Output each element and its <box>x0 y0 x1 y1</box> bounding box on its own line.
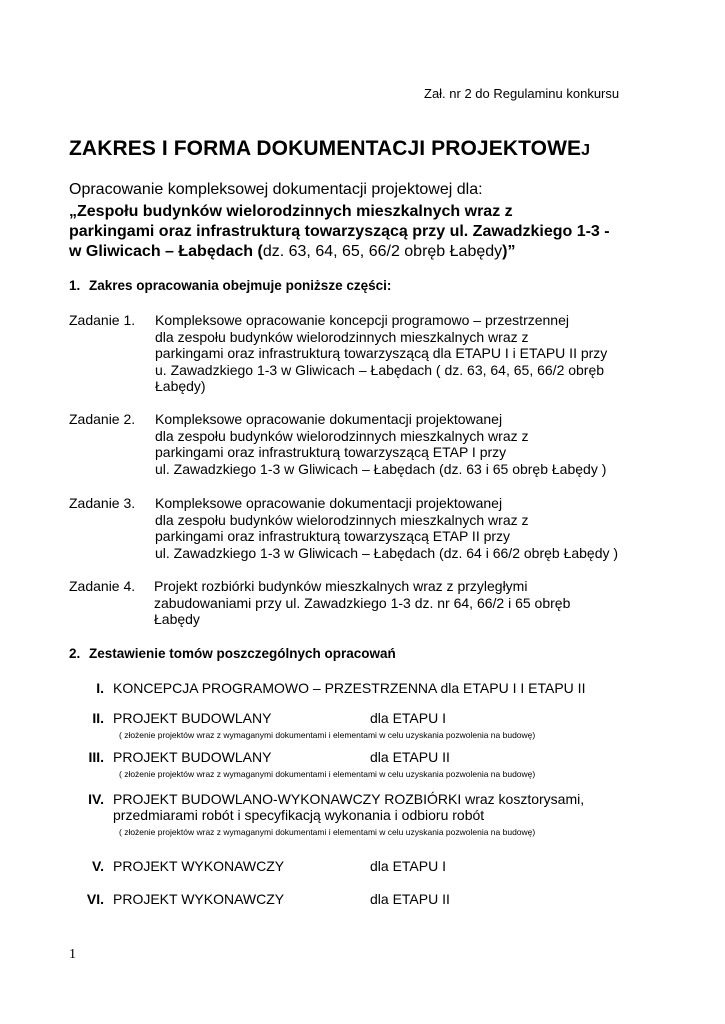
volume-number: VI. <box>86 891 104 907</box>
volume-title: KONCEPCJA PROGRAMOWO – PRZESTRZENNA dla ETAPU I I ETAPU II <box>113 680 586 696</box>
task-line: Projekt rozbiórki budynków mieszkalnych wraz z przyległymi <box>154 578 528 594</box>
volume-4 <box>69 791 689 841</box>
task-label: Zadanie 1. <box>69 312 136 328</box>
attachment-note: Zał. nr 2 do Regulaminu konkursu <box>424 86 620 101</box>
volume-note: ( złożenie projektów wraz z wymaganymi dokumentami i elementami w celu uzyskania pozwolenia na budowę) <box>119 730 536 740</box>
task-4 <box>69 578 570 628</box>
section-1-number: 1. <box>69 278 81 293</box>
volume-number: III. <box>88 749 104 765</box>
subject-line-1: „Zespołu budynków wielorodzinnych mieszkalnych wraz z <box>69 203 513 220</box>
section-1-heading <box>69 278 391 293</box>
section-2-heading <box>69 646 396 661</box>
task-line: parkingami oraz infrastrukturą towarzyszącą ETAP I przy <box>155 444 507 460</box>
volume-note: ( złożenie projektów wraz z wymaganymi dokumentami i elementami w celu uzyskania pozwolenia na budowę) <box>119 827 536 837</box>
volume-2 <box>69 710 669 740</box>
task-line: Kompleksowe opracowanie dokumentacji projektowanej <box>155 411 503 427</box>
section-2-number: 2. <box>69 646 81 661</box>
title-main: ZAKRES I FORMA DOKUMENTACJI PROJEKTOWE <box>69 137 582 160</box>
volume-scope: dla ETAPU II <box>370 891 450 907</box>
volume-title-line-1: PROJEKT BUDOWLANO-WYKONAWCZY ROZBIÓRKI wraz kosztorysami, <box>113 791 585 807</box>
volume-title: PROJEKT BUDOWLANY <box>113 710 272 726</box>
volume-number: V. <box>92 858 104 874</box>
task-line: zabudowaniami przy ul. Zawadzkiego 1-3 dz. nr 64, 66/2 i 65 obręb <box>154 594 571 611</box>
intro-text: Opracowanie kompleksowej dokumentacji projektowej dla: <box>69 181 483 198</box>
task-label: Zadanie 2. <box>69 411 136 427</box>
volume-1 <box>69 680 669 700</box>
volume-number: II. <box>92 710 104 726</box>
subject-parcels: dz. 63, 64, 65, 66/2 obręb Łabędy <box>262 243 503 260</box>
task-line: ul. Zawadzkiego 1-3 w Gliwicach – Łabędach (dz. 63 i 65 obręb Łabędy ) <box>155 460 607 477</box>
volume-note: ( złożenie projektów wraz z wymaganymi dokumentami i elementami w celu uzyskania pozwolenia na budowę) <box>119 769 536 779</box>
task-line: Kompleksowe opracowanie koncepcji programowo – przestrzennej <box>155 312 569 328</box>
volume-6 <box>69 891 669 911</box>
task-line: Kompleksowe opracowanie dokumentacji projektowanej <box>155 495 503 511</box>
title-last-letter: J <box>581 142 591 159</box>
volume-title-line-2: przedmiarami robót i specyfikacją wykonania i odbioru robót <box>113 807 485 823</box>
subject-closing: )” <box>502 243 516 260</box>
volume-title: PROJEKT BUDOWLANY <box>113 749 272 765</box>
task-label: Zadanie 4. <box>69 578 136 594</box>
page-number: 1 <box>69 947 76 962</box>
task-line: Łabędy <box>154 611 200 627</box>
document-title <box>69 137 590 161</box>
volume-5 <box>69 858 669 878</box>
task-2 <box>69 411 606 477</box>
subject-location: w Gliwicach – Łabędach ( <box>69 243 263 260</box>
task-line: parkingami oraz infrastrukturą towarzyszącą ETAP II przy <box>155 528 511 544</box>
volume-title: PROJEKT WYKONAWCZY <box>113 891 285 907</box>
task-line: ul. Zawadzkiego 1-3 w Gliwicach – Łabędach (dz. 64 i 66/2 obręb Łabędy ) <box>155 544 619 561</box>
volume-3 <box>69 749 669 779</box>
task-line: u. Zawadzkiego 1-3 w Gliwicach – Łabędach ( dz. 63, 64, 65, 66/2 obręb <box>155 361 605 378</box>
task-label: Zadanie 3. <box>69 495 136 511</box>
volume-number: IV. <box>88 791 104 807</box>
task-line: dla zespołu budynków wielorodzinnych mieszkalnych wraz z <box>155 511 529 528</box>
volume-scope: dla ETAPU I <box>370 710 446 726</box>
project-subject <box>69 202 610 262</box>
task-3 <box>69 495 618 561</box>
volume-number: I. <box>96 680 104 696</box>
task-line: parkingami oraz infrastrukturą towarzyszącą dla ETAPU I i ETAPU II przy <box>155 345 608 361</box>
volume-scope: dla ETAPU II <box>370 749 450 765</box>
task-line: dla zespołu budynków wielorodzinnych mieszkalnych wraz z <box>155 427 529 444</box>
section-1-title: Zakres opracowania obejmuje poniższe części: <box>89 278 392 293</box>
volume-title: PROJEKT WYKONAWCZY <box>113 858 285 874</box>
section-2-title: Zestawienie tomów poszczególnych opracowań <box>89 646 396 661</box>
volume-scope: dla ETAPU I <box>370 858 446 874</box>
subject-line-3 <box>69 242 610 262</box>
subject-line-2: parkingami oraz infrastrukturą towarzyszącą przy ul. Zawadzkiego 1-3 - <box>69 223 610 240</box>
task-line: Łabędy) <box>155 378 206 394</box>
task-line: dla zespołu budynków wielorodzinnych mieszkalnych wraz z <box>155 328 529 345</box>
task-1 <box>69 312 607 395</box>
